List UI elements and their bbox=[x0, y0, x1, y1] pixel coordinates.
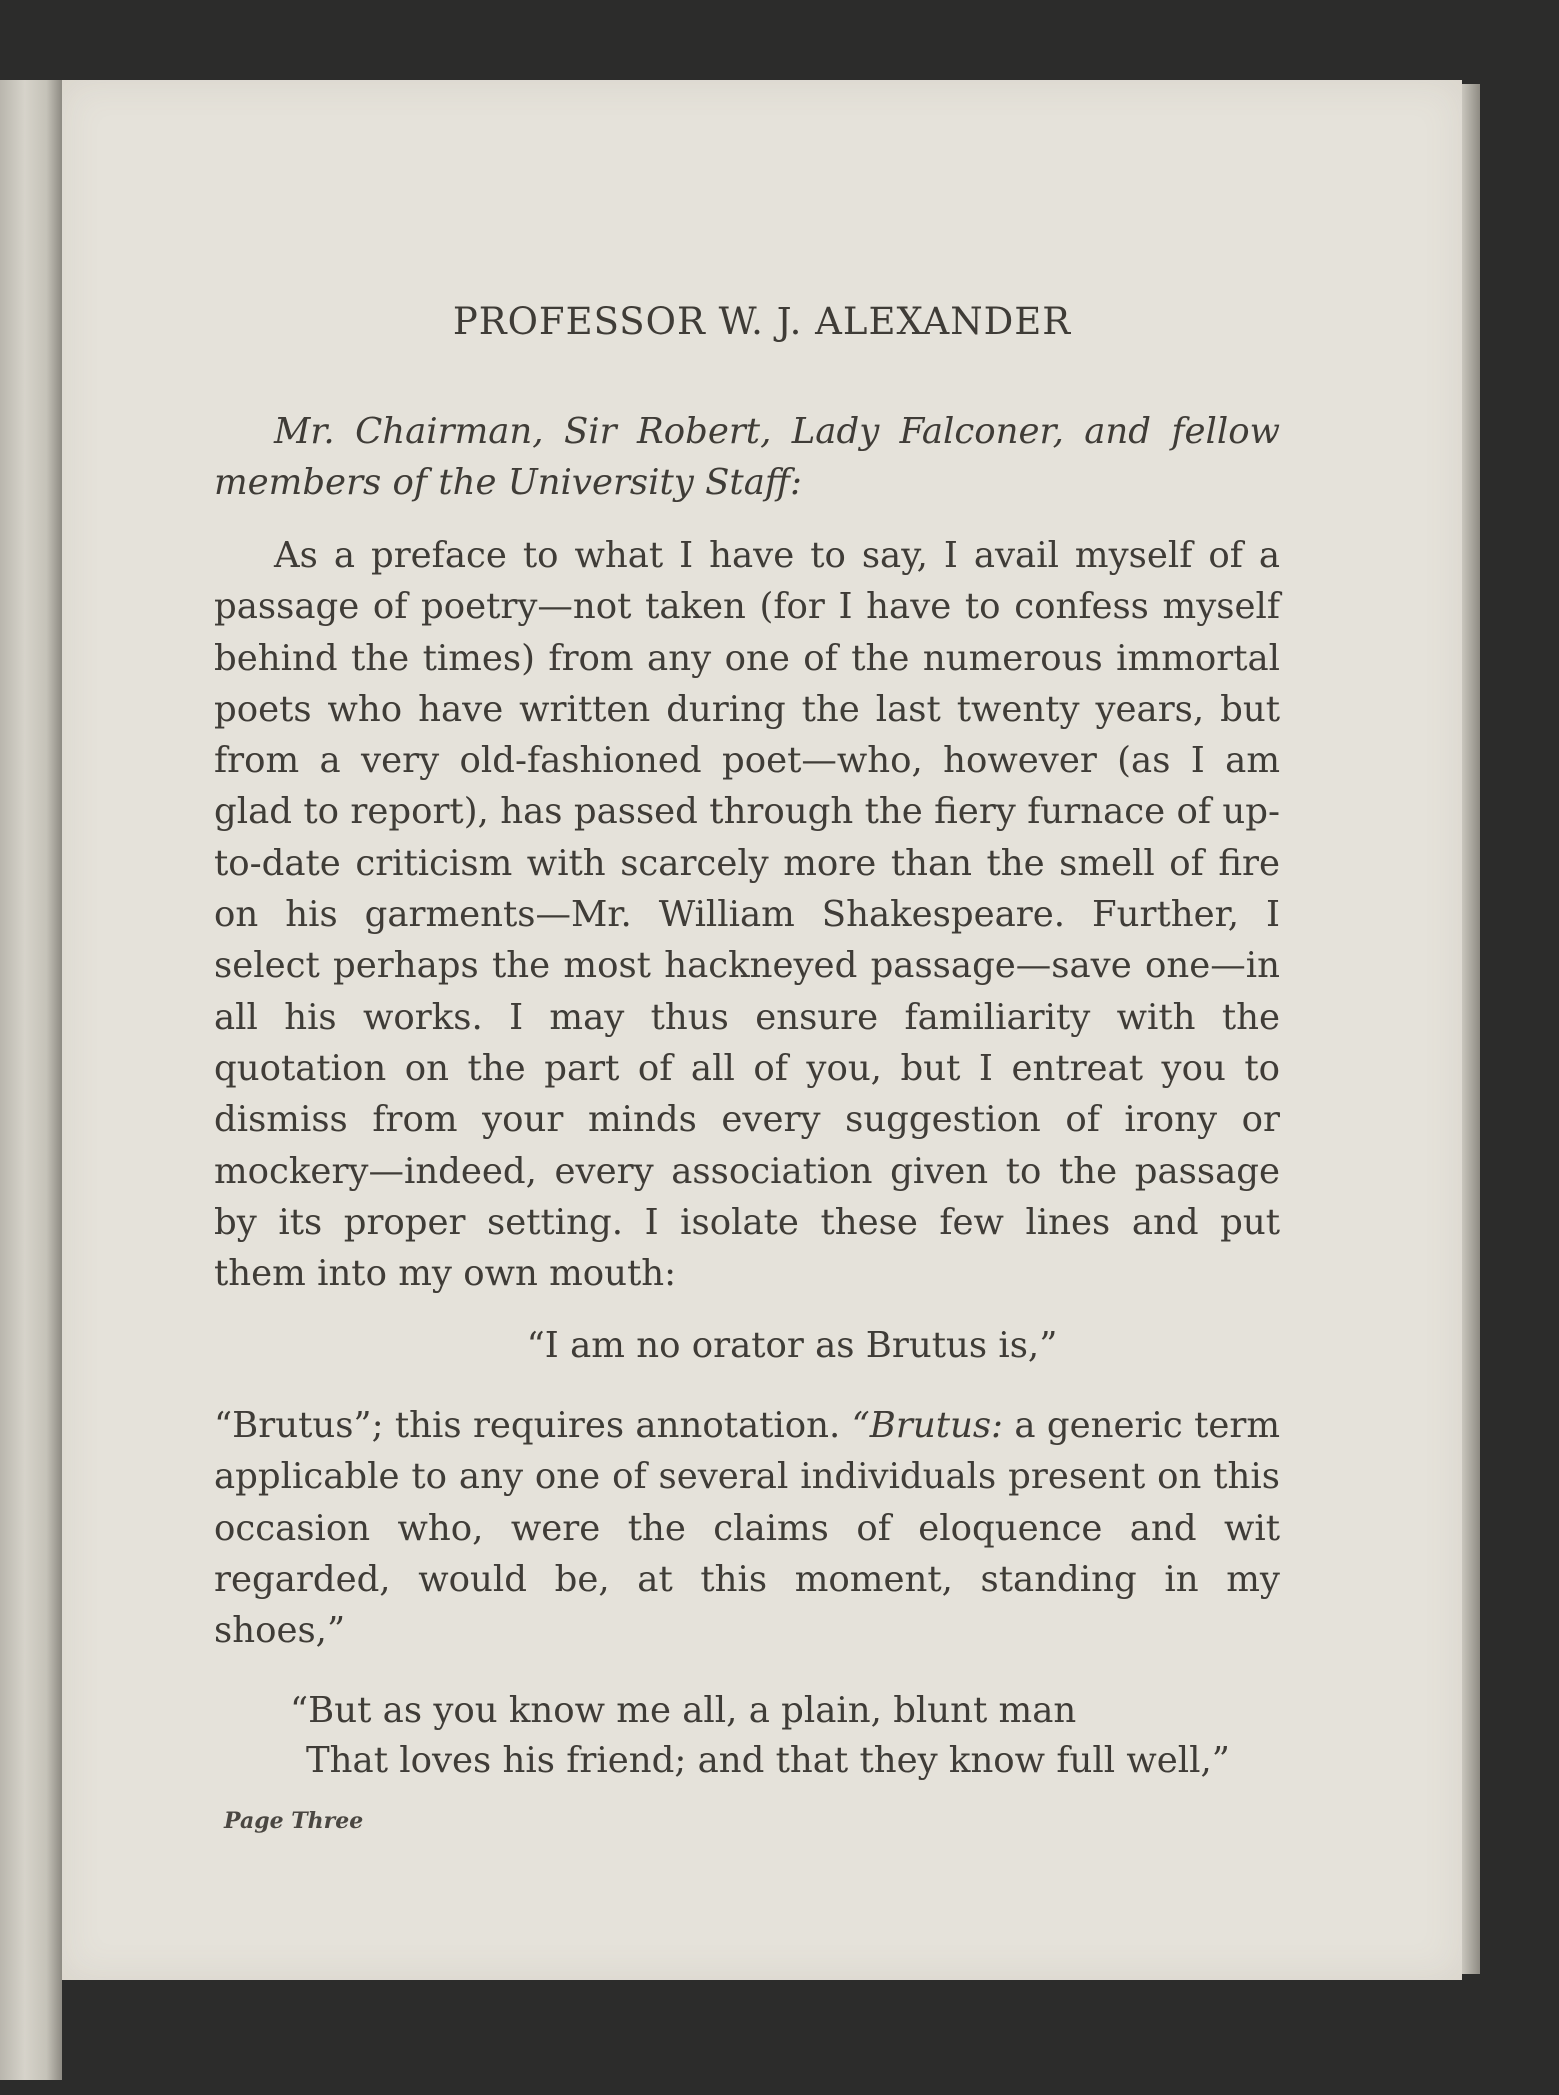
paragraph-2 bbox=[214, 1400, 1280, 1656]
verse-line-2: That loves his friend; and that they know full well,” bbox=[306, 1740, 1230, 1781]
quotation-line: “I am no orator as Brutus is,” bbox=[526, 1325, 1058, 1366]
page-heading: PROFESSOR W. J. ALEXANDER bbox=[452, 300, 1072, 343]
page-number-label: Page Three bbox=[224, 1808, 364, 1834]
paragraph-2-italic: “Brutus: bbox=[851, 1405, 1004, 1446]
salutation: Mr. Chairman, Sir Robert, Lady Falconer, and fellow members of the University Staff: bbox=[214, 411, 1280, 504]
verse-line-1: “But as you know me all, a plain, blunt man bbox=[290, 1690, 1077, 1731]
paragraph-1: As a preface to what I have to say, I avail myself of a passage of poetry—not taken (for I have to confess myself behind the times) from any one of the numerous immortal poets who have written during the last twenty years, but from a very old-fashioned poet—who, however (as I am glad to report), has passed through the fiery furnace of up-to-date criticism with scarcely more than the smell of fire on his garments—Mr. William Shakespeare. Further, I select perhaps the most hackneyed passage—save one—in all his works. I may thus ensure familiarity with the quotation on the part of all of you, but I entreat you to dismiss from your minds every suggestion of irony or mockery—indeed, every association given to the passage by its proper setting. I isolate these few lines and put them into my own mouth: bbox=[214, 535, 1280, 1295]
paragraph-2-rest: a generic term applicable to any one of several individuals present on this occasion who, were the claims of eloquence and wit regarded, would be, at this moment, standing in my shoes,” bbox=[214, 1405, 1280, 1652]
verse-quotation bbox=[290, 1686, 1230, 1786]
book-spine bbox=[0, 80, 62, 2080]
paragraph-2-start: “Brutus”; this requires annotation. bbox=[214, 1405, 852, 1446]
page-edge bbox=[1462, 84, 1480, 1974]
